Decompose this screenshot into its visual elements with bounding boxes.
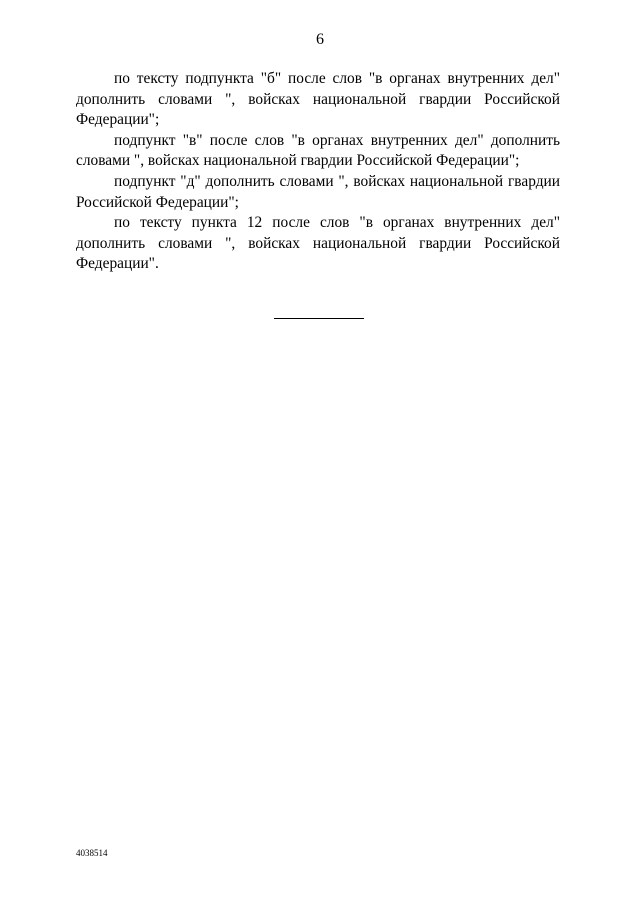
paragraph: по тексту пункта 12 после слов "в органах внутренних дел" дополнить словами ", войсках национальной гвардии Российской Федерации". [76, 214, 560, 273]
paragraph: по тексту подпункта "б" после слов "в органах внутренних дел" дополнить словами ", войсках национальной гвардии Российской Федерации"; [76, 70, 560, 129]
document-body [76, 69, 560, 275]
paragraph: подпункт "д" дополнить словами ", войсках национальной гвардии Российской Федерации"; [76, 172, 560, 211]
paragraph: подпункт "в" после слов "в органах внутренних дел" дополнить словами ", войсках национальной гвардии Российской Федерации"; [76, 131, 560, 170]
document-code: 4038514 [76, 848, 108, 858]
page-number: 6 [316, 31, 324, 48]
end-separator-line [274, 318, 364, 319]
